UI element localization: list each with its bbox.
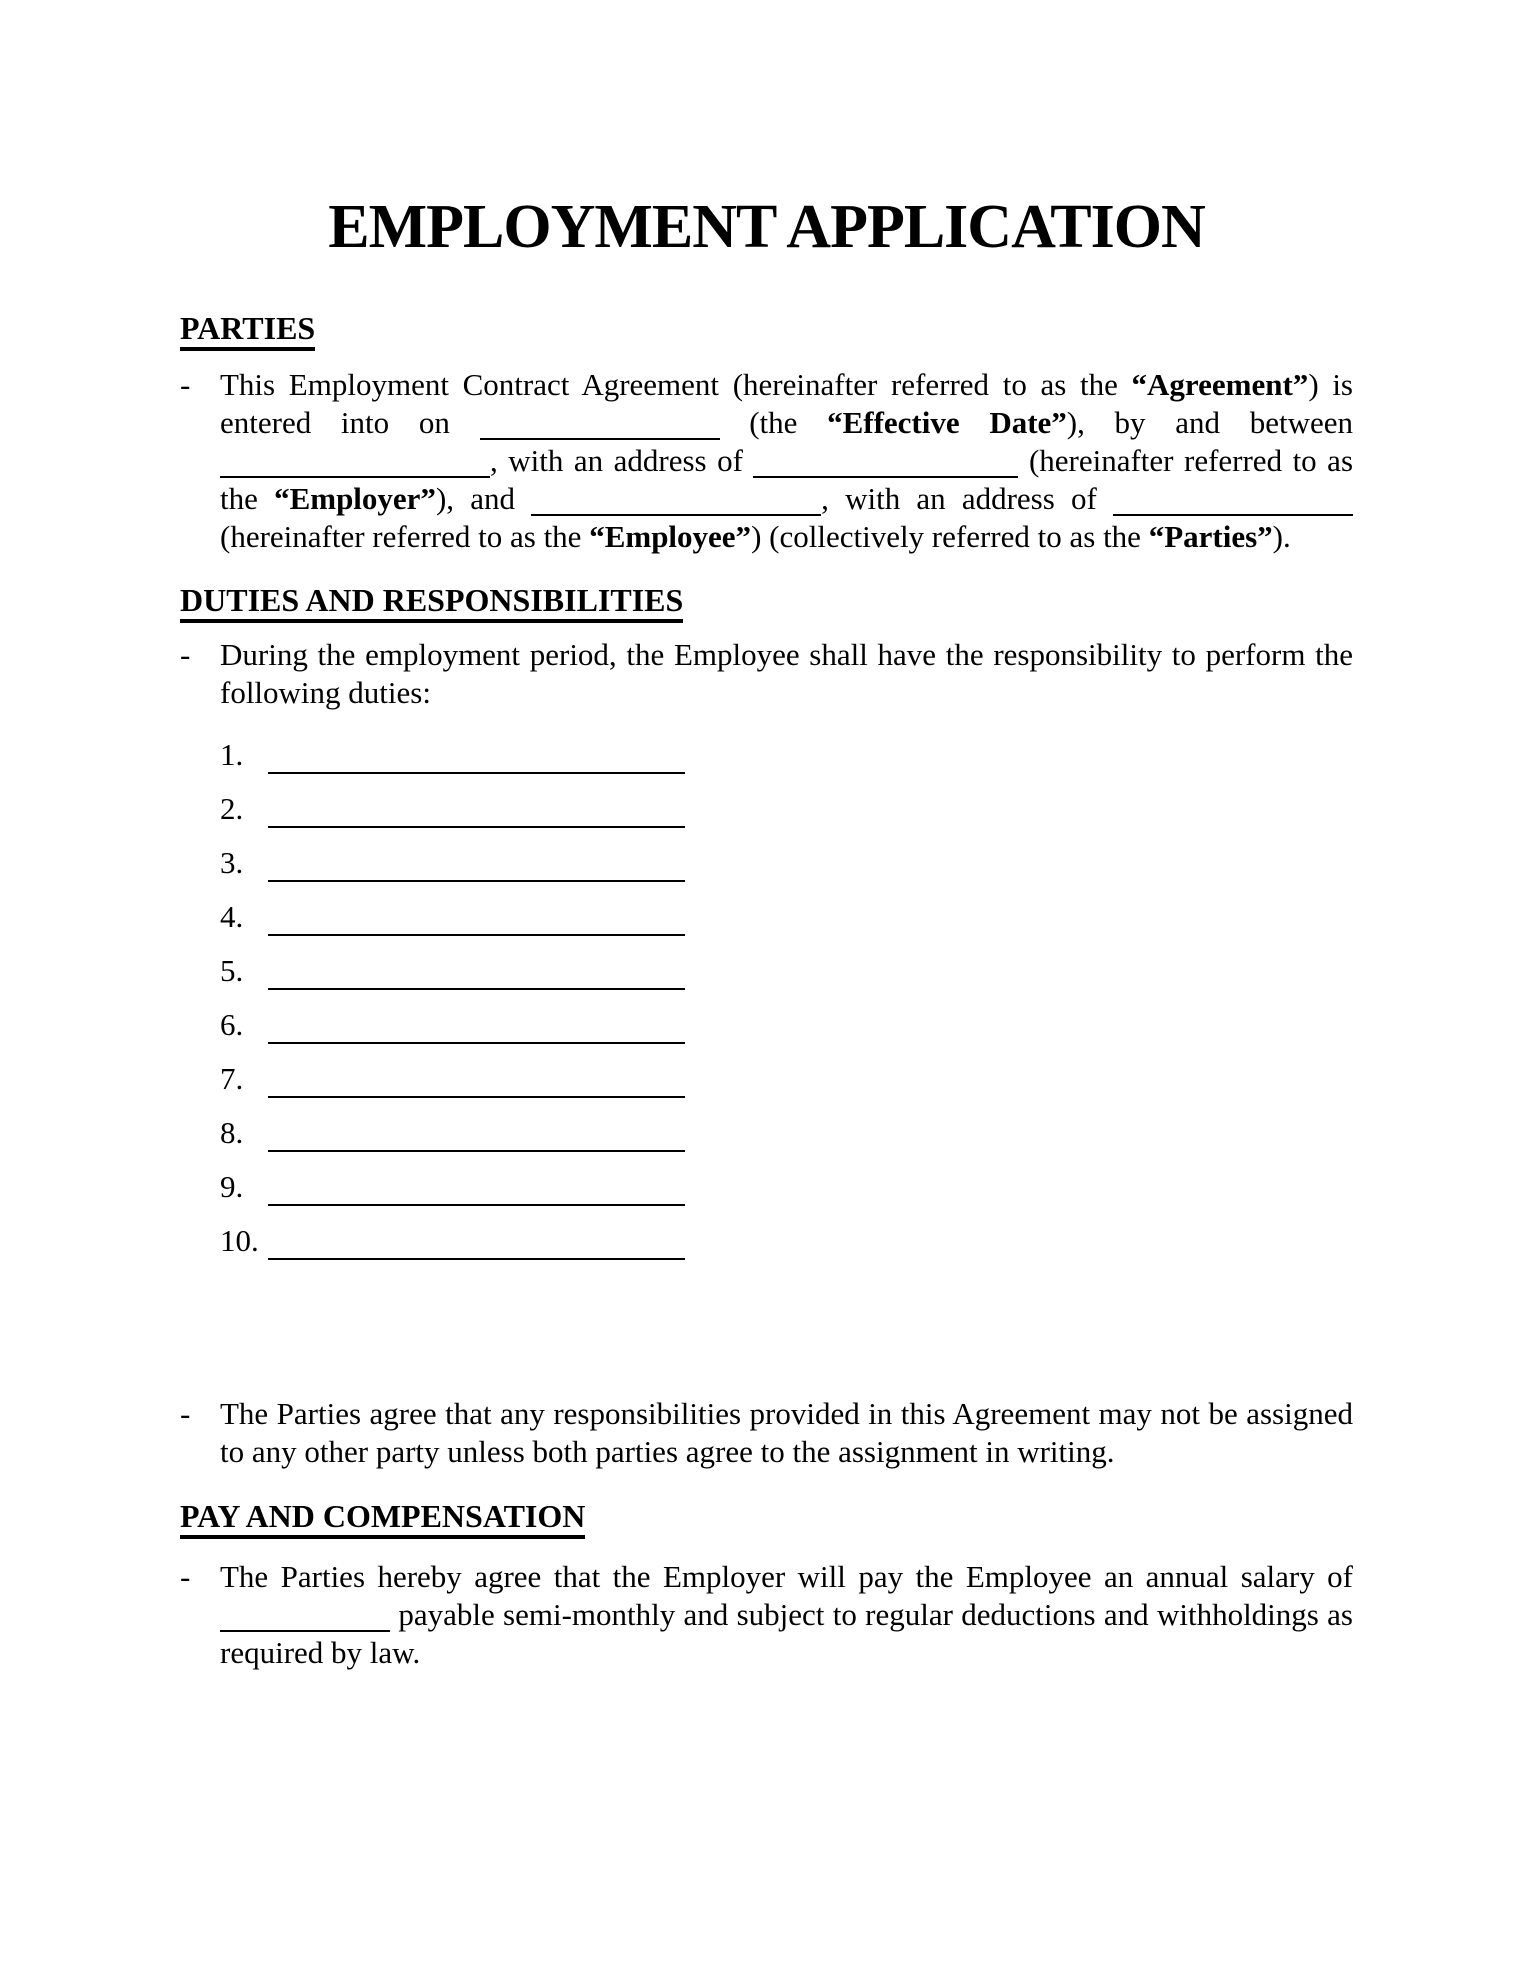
- fill-in-blank-employer-address[interactable]: [753, 476, 1018, 478]
- fill-in-blank-employee-address[interactable]: [1113, 514, 1353, 516]
- duty-number: 8.: [220, 1115, 244, 1150]
- duty-list-item-5: [220, 952, 1353, 990]
- bullet-dash: -: [180, 637, 191, 672]
- duty-blank-line-1[interactable]: [268, 740, 685, 774]
- paragraph-duties-intro-text: During the employment period, the Employee shall have the responsibility to perform the following duties:: [220, 637, 1353, 710]
- bold-term: “Agreement”: [1131, 367, 1309, 402]
- duty-number: 4.: [220, 899, 244, 934]
- duty-number: 10.: [220, 1223, 259, 1258]
- duty-list-item-10: [220, 1222, 1353, 1260]
- duty-list: [220, 736, 1353, 1260]
- section-duties-and-responsibilities: [180, 580, 1353, 1471]
- bullet-dash: -: [180, 1559, 191, 1594]
- paragraph-pay-intro-text: The Parties hereby agree that the Employer will pay the Employee an annual salary of payable semi-monthly and subject to regular deductions and withholdings as required by law.: [220, 1559, 1353, 1670]
- duty-list-item-2: [220, 790, 1353, 828]
- duty-blank-line-3[interactable]: [268, 848, 685, 882]
- document-title: EMPLOYMENT APPLICATION: [328, 193, 1205, 261]
- duty-number: 2.: [220, 791, 244, 826]
- duty-list-item-7: [220, 1060, 1353, 1098]
- section-pay-and-compensation: [180, 1496, 1353, 1672]
- duty-number: 3.: [220, 845, 244, 880]
- duty-blank-line-8[interactable]: [268, 1118, 685, 1152]
- section-heading-pay: [180, 1496, 1353, 1536]
- duty-blank-line-2[interactable]: [268, 794, 685, 828]
- duty-list-item-4: [220, 898, 1353, 936]
- duty-number: 1.: [220, 737, 244, 772]
- duty-list-item-9: [220, 1168, 1353, 1206]
- duty-list-item-3: [220, 844, 1353, 882]
- bullet-dash: -: [180, 367, 191, 402]
- fill-in-blank-effective-date[interactable]: [480, 438, 720, 440]
- paragraph-duties-note-text: The Parties agree that any responsibilities provided in this Agreement may not be assigned to any other party unless both parties agree to the assignment in writing.: [220, 1396, 1353, 1469]
- duty-blank-line-10[interactable]: [268, 1226, 685, 1260]
- duty-number: 5.: [220, 953, 244, 988]
- duty-list-item-1: [220, 736, 1353, 774]
- duty-blank-line-9[interactable]: [268, 1172, 685, 1206]
- paragraph-parties-intro-text: This Employment Contract Agreement (hereinafter referred to as the “Agreement”) is entered into on (the “Effective Date”), by and between , with an address of (hereinafter referred to as the “Employer”), and , with an address of (hereinafter referred to as the “Employee”) (collectively referred to as the “Parties”).: [220, 367, 1354, 554]
- bold-term: “Employer”: [274, 481, 436, 516]
- duty-list-item-8: [220, 1114, 1353, 1152]
- section-heading-parties: [180, 308, 1353, 348]
- bold-term: “Parties”: [1148, 519, 1273, 554]
- section-heading-parties-text: PARTIES: [180, 310, 315, 351]
- section-heading-pay-text: PAY AND COMPENSATION: [180, 1498, 585, 1539]
- paragraph-parties-intro: [180, 366, 1353, 556]
- section-parties: [180, 308, 1353, 556]
- duty-number: 9.: [220, 1169, 244, 1204]
- duty-blank-line-5[interactable]: [268, 956, 685, 990]
- duty-blank-line-6[interactable]: [268, 1010, 685, 1044]
- paragraph-duties-note: [180, 1395, 1353, 1471]
- duty-number: 7.: [220, 1061, 244, 1096]
- duty-blank-line-4[interactable]: [268, 902, 685, 936]
- section-heading-duties: [180, 580, 1353, 620]
- fill-in-blank-annual-salary[interactable]: [220, 1630, 390, 1632]
- bullet-dash: -: [180, 1396, 191, 1431]
- paragraph-pay-intro: [180, 1558, 1353, 1672]
- bold-term: “Effective Date”: [827, 405, 1067, 440]
- paragraph-duties-intro: [180, 636, 1353, 712]
- fill-in-blank-employer-name[interactable]: [220, 476, 490, 478]
- section-heading-duties-text: DUTIES AND RESPONSIBILITIES: [180, 582, 683, 623]
- duty-blank-line-7[interactable]: [268, 1064, 685, 1098]
- duty-number: 6.: [220, 1007, 244, 1042]
- fill-in-blank-employee-name[interactable]: [531, 514, 821, 516]
- duty-list-item-6: [220, 1006, 1353, 1044]
- bold-term: “Employee”: [589, 519, 752, 554]
